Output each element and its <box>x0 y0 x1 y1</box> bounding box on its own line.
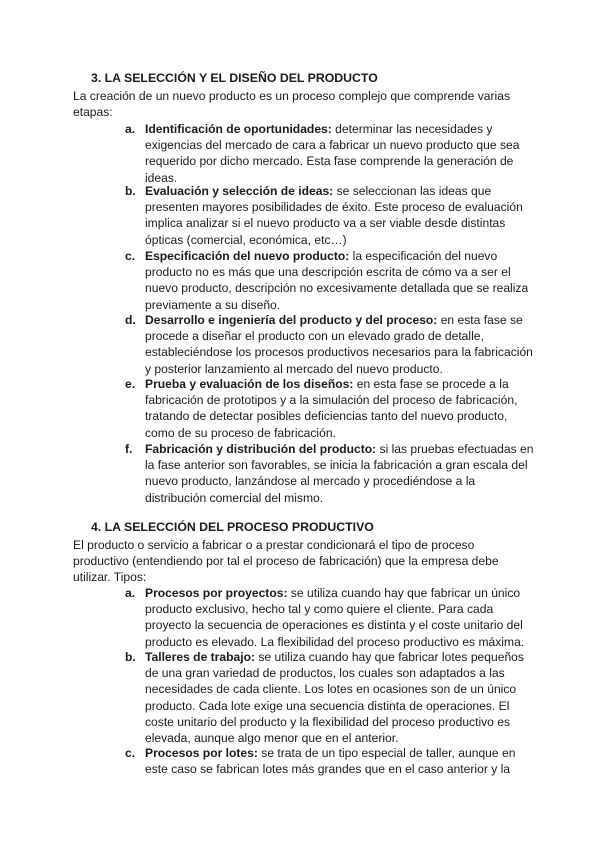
item-text: en esta fase se procede a la fabricación de prototipos y a la simulación del proceso de fabricación, tratando de detectar posibles deficiencias tanto del nuevo producto, como de su proceso de fabricación. <box>145 377 518 440</box>
item-text: si las pruebas efectuadas en la fase anterior son favorables, se inicia la fabricación a gran escala del nuevo producto, lanzándose al mercado y procediéndose a la distribución comercial del mismo. <box>145 442 534 505</box>
list-marker: c. <box>125 249 136 263</box>
item-text: en esta fase se procede a diseñar el producto con un elevado grado de detalle, estableciéndose los procesos productivos necesarios para la fabricación y posterior lanzamiento al mercado del nuevo producto. <box>145 313 533 376</box>
item-text: determinar las necesidades y exigencias del mercado de cara a fabricar un nuevo producto que sea requerido por dicho mercado. Esta fase comprende la generación de ideas. <box>145 122 520 185</box>
list-marker: c. <box>125 746 136 760</box>
item-term: Especificación del nuevo producto: <box>145 249 350 263</box>
item-text: se seleccionan las ideas que presenten mayores posibilidades de éxito. Este proceso de evaluación implica analizar si el nuevo producto va a ser viable desde distintas ópticas (comercial, económica, etc…) <box>145 184 523 247</box>
item-term: Identificación de oportunidades: <box>145 122 332 136</box>
list-marker: b. <box>125 650 136 664</box>
item-term: Desarrollo e ingeniería del producto y del proceso: <box>145 313 438 327</box>
item-term: Procesos por lotes: <box>145 746 258 760</box>
item-text: la especificación del nuevo producto no es más que una descripción escrita de cómo va a ser el nuevo producto, descripción no excesivamente detallada que se realiza previamente a su diseño. <box>145 249 529 312</box>
item-text: se utiliza cuando hay que fabricar lotes pequeños de una gran variedad de productos, los cuales son adaptados a las necesidades de cada cliente. Los lotes en ocasiones son de un único producto. Cada lote exige una secuencia distinta de operaciones. El coste unitario del producto y la flexibilidad del proceso productivo es elevada, aunque algo menor que en el anterior. <box>145 650 524 746</box>
section-3-item-f <box>125 441 535 506</box>
section-3-item-b <box>125 183 535 248</box>
item-term: Evaluación y selección de ideas: <box>145 184 334 198</box>
section-3-intro: La creación de un nuevo producto es un proceso complejo que comprende varias etapas: <box>73 89 510 120</box>
item-term: Fabricación y distribución del producto: <box>145 442 377 456</box>
item-term: Procesos por proyectos: <box>145 586 288 600</box>
list-marker: a. <box>125 122 136 136</box>
section-4-item-a <box>125 585 535 650</box>
list-marker: e. <box>125 377 136 391</box>
section-3-item-e <box>125 376 535 441</box>
section-4-title: 4. LA SELECCIÓN DEL PROCESO PRODUCTIVO <box>91 520 374 534</box>
section-3-item-d <box>125 312 535 377</box>
item-text: se trata de un tipo especial de taller, aunque en este caso se fabrican lotes más grandes que en el caso anterior y la <box>145 746 516 777</box>
list-marker: d. <box>125 313 136 327</box>
section-3-title: 3. LA SELECCIÓN Y EL DISEÑO DEL PRODUCTO <box>91 71 378 85</box>
list-marker: f. <box>125 442 133 456</box>
section-3-item-a <box>125 121 535 186</box>
item-text: se utiliza cuando hay que fabricar un único producto exclusivo, hecho tal y como quiere el cliente. Para cada proyecto la secuencia de operaciones es distinta y el coste unitario del producto es elevado. La flexibilidad del proceso productivo es máxima. <box>145 586 525 649</box>
list-marker: a. <box>125 586 136 600</box>
section-4-intro: El producto o servicio a fabricar o a prestar condicionará el tipo de proceso productivo (entendiendo por tal el proceso de fabricación) que la empresa debe utilizar. Tipos: <box>73 538 499 585</box>
section-4-item-b <box>125 649 535 746</box>
item-term: Talleres de trabajo: <box>145 650 256 664</box>
list-marker: b. <box>125 184 136 198</box>
section-3-item-c <box>125 248 535 313</box>
item-term: Prueba y evaluación de los diseños: <box>145 377 354 391</box>
section-4-item-c <box>125 745 535 777</box>
